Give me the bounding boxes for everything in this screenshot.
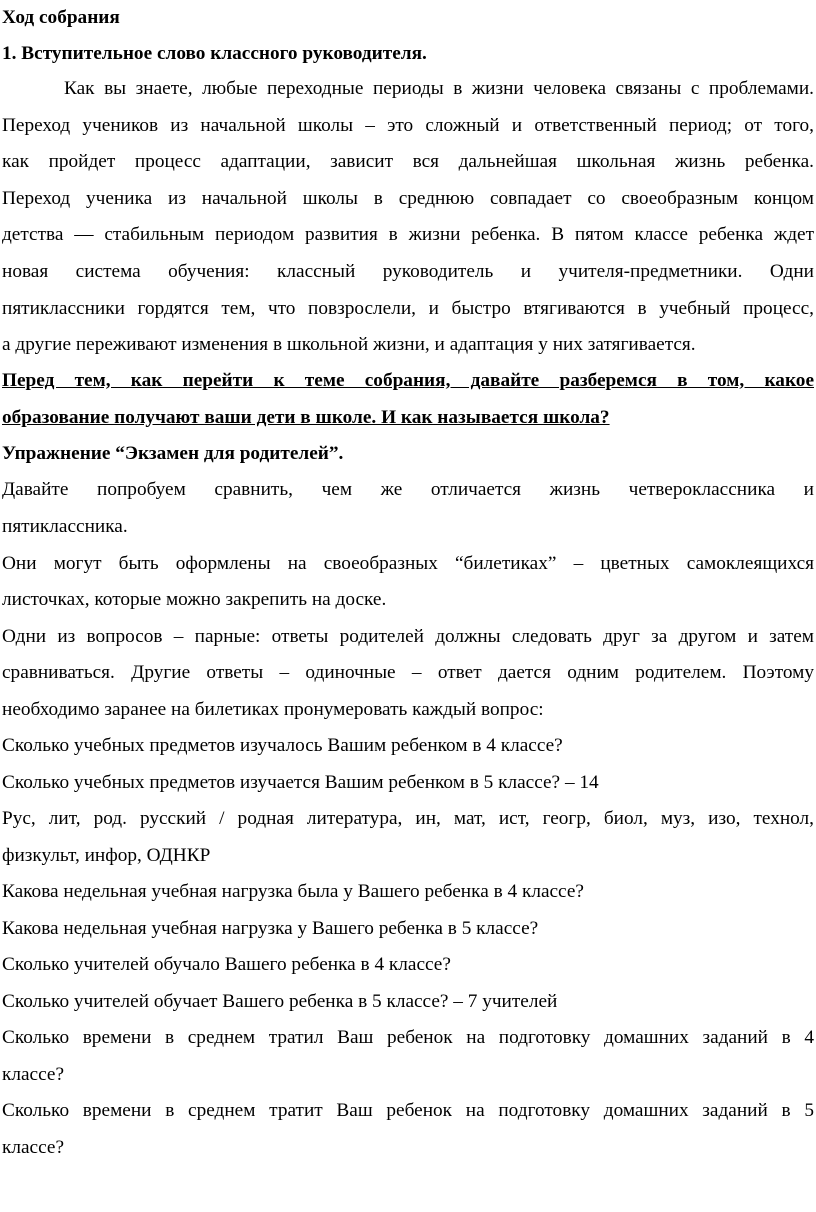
exercise-title: Упражнение “Экзамен для родителей”. [2,443,344,464]
question-line: Перед тем, как перейти к теме собрания, давайте разберемся в том, какое [2,370,814,391]
question-line: образование получают ваши дети в школе. И как называется школа? [2,407,610,428]
body-line: Одни из вопросов – парные: ответы родителей должны следовать друг за другом и затем [2,626,814,647]
question-item: Сколько учителей обучает Вашего ребенка в 5 классе? – 7 учителей [2,991,558,1012]
intro-line: пятиклассники гордятся тем, что повзрослели, и быстро втягиваются в учебный процесс, [2,298,814,319]
question-item: Сколько учебных предметов изучалось Вашим ребенком в 4 классе? [2,735,563,756]
question-item: классе? [2,1137,65,1158]
body-line: листочках, которые можно закрепить на доске. [2,589,387,610]
body-line: пятиклассника. [2,516,128,537]
subject-list-line: Рус, лит, род. русский / родная литература, ин, мат, ист, геогр, биол, муз, изо, технол, [2,808,814,829]
intro-line: Как вы знаете, любые переходные периоды в жизни человека связаны с проблемами. [64,78,814,99]
body-line: Давайте попробуем сравнить, чем же отличается жизнь четвероклассника и [2,479,814,500]
question-item: классе? [2,1064,65,1085]
question-item: Сколько времени в среднем тратит Ваш ребенок на подготовку домашних заданий в 5 [2,1100,814,1121]
question-item: Какова недельная учебная нагрузка была у Вашего ребенка в 4 классе? [2,881,584,902]
question-item: Какова недельная учебная нагрузка у Вашего ребенка в 5 классе? [2,918,539,939]
intro-line: детства — стабильным периодом развития в жизни ребенка. В пятом классе ребенка ждет [2,224,814,245]
intro-line: Переход учеников из начальной школы – это сложный и ответственный период; от того, [2,115,814,136]
question-item: Сколько времени в среднем тратил Ваш ребенок на подготовку домашних заданий в 4 [2,1027,814,1048]
document-heading: Ход собрания [2,7,120,28]
question-item: Сколько учителей обучало Вашего ребенка в 4 классе? [2,954,451,975]
question-item: Сколько учебных предметов изучается Вашим ребенком в 5 классе? – 14 [2,772,599,793]
subject-list-line: физкульт, инфор, ОДНКР [2,845,211,866]
body-line: необходимо заранее на билетиках пронумеровать каждый вопрос: [2,699,544,720]
intro-line: как пройдет процесс адаптации, зависит вся дальнейшая школьная жизнь ребенка. [2,151,814,172]
intro-line: а другие переживают изменения в школьной жизни, и адаптация у них затягивается. [2,334,696,355]
intro-line: новая система обучения: классный руководитель и учителя-предметники. Одни [2,261,814,282]
body-line: сравниваться. Другие ответы – одиночные – ответ дается одним родителем. Поэтому [2,662,814,683]
intro-line: Переход ученика из начальной школы в среднюю совпадает со своеобразным концом [2,188,814,209]
section-title: 1. Вступительное слово классного руководителя. [2,43,427,64]
body-line: Они могут быть оформлены на своеобразных “билетиках” – цветных самоклеящихся [2,553,814,574]
